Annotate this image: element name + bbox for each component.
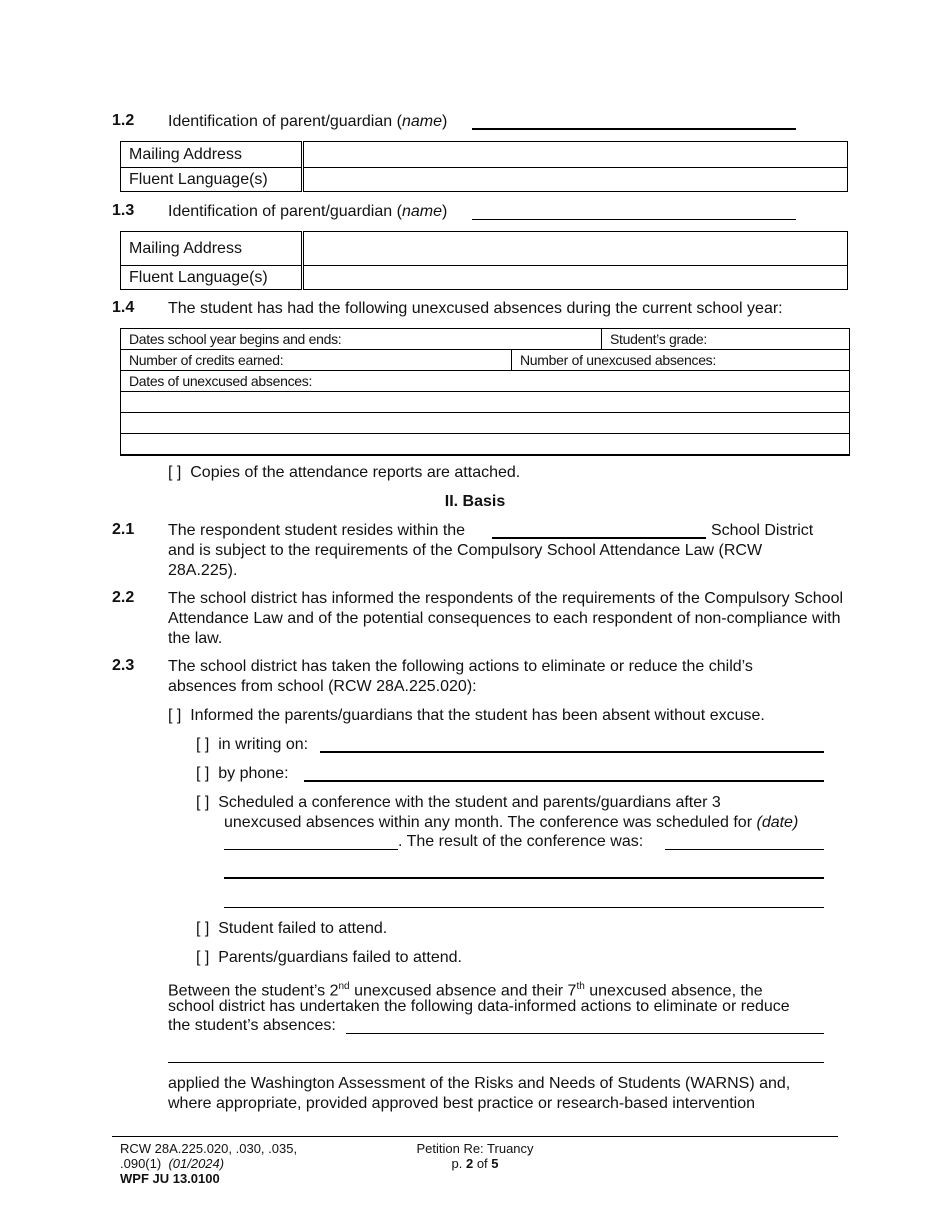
section-2-3-text: The school district has taken the following actions to eliminate or reduce the child’s absences from school (RCW 28A.225.020): [168, 658, 753, 695]
warns-line-2: where appropriate, provided approved best practice or research-based intervention [168, 1095, 756, 1112]
table-row-blank[interactable] [121, 434, 849, 454]
dates-unexcused-cell[interactable]: Dates of unexcused absences: [129, 373, 313, 389]
between-absences-line-2: school district has undertaken the following data-informed actions to eliminate or reduce [168, 998, 790, 1015]
table-row [121, 329, 849, 350]
conference-line: [ ] Scheduled a conference with the student and parents/guardians after 3 [196, 794, 721, 811]
parent-name-field-2[interactable] [472, 219, 796, 220]
mailing-address-label: Mailing Address [121, 232, 303, 266]
attendance-reports-checkbox[interactable]: [ ] [168, 464, 182, 481]
table-row-blank[interactable] [121, 413, 849, 434]
by-phone-field[interactable] [304, 780, 824, 782]
section-number: 1.4 [112, 299, 135, 316]
table-row-blank[interactable] [121, 392, 849, 413]
between-absences-line-3: the student’s absences: [168, 1017, 336, 1034]
actions-field-1[interactable] [346, 1033, 824, 1034]
parent-1-info-table [120, 141, 848, 192]
section-2-1-text-a: The respondent student resides within the [168, 522, 466, 539]
section-number: 2.3 [112, 657, 135, 674]
section-number: 1.2 [112, 112, 135, 129]
section-1-4-text: The student has had the following unexcused absences during the current school year: [168, 300, 783, 317]
unexcused-count-cell[interactable]: Number of unexcused absences: [520, 352, 716, 368]
section-2-2-text: The school district has informed the respondents of the requirements of the Compulsory School Attendance Law and of the potential consequences to each respondent of non-compliance with the law. [168, 590, 844, 647]
page-number: p. 2 of 5 [451, 1156, 499, 1171]
section-number: 1.3 [112, 202, 135, 219]
by-phone-line: [ ] by phone: [196, 765, 289, 782]
credits-earned-cell[interactable]: Number of credits earned: [121, 350, 512, 370]
mailing-address-field[interactable] [303, 142, 848, 168]
conference-result-field[interactable] [665, 849, 824, 850]
student-failed-line: [ ] Student failed to attend. [196, 920, 388, 937]
actions-field-2[interactable] [168, 1062, 824, 1063]
fluent-language-label: Fluent Language(s) [121, 168, 303, 192]
footer-divider [112, 1136, 838, 1137]
parents-failed-checkbox[interactable]: [ ] [196, 949, 210, 966]
section-number: 2.1 [112, 521, 135, 538]
by-phone-checkbox[interactable]: [ ] [196, 765, 210, 782]
form-id: WPF JU 13.0100 [120, 1171, 220, 1186]
section-2-1-text-c: and is subject to the requirements of the Compulsory School Attendance Law (RCW 28A.225). [168, 542, 763, 579]
school-district-field[interactable] [492, 537, 706, 539]
conference-date-field[interactable] [224, 849, 398, 850]
in-writing-checkbox[interactable]: [ ] [196, 736, 210, 753]
section-1-2-text: Identification of parent/guardian (name) [168, 113, 448, 130]
fluent-language-field[interactable] [303, 168, 848, 192]
parents-failed-line: [ ] Parents/guardians failed to attend. [196, 949, 462, 966]
basis-heading: II. Basis [444, 493, 506, 510]
footer-title: Petition Re: Truancy p. 2 of 5 [400, 1141, 550, 1171]
in-writing-line: [ ] in writing on: [196, 736, 309, 753]
informed-checkbox[interactable]: [ ] [168, 707, 182, 724]
conference-result-field-3[interactable] [224, 907, 824, 908]
student-grade-cell[interactable]: Student’s grade: [610, 331, 707, 347]
student-failed-checkbox[interactable]: [ ] [196, 920, 210, 937]
absences-table [120, 328, 850, 456]
section-number: 2.2 [112, 589, 135, 606]
fluent-language-label: Fluent Language(s) [121, 266, 303, 290]
table-row [121, 350, 849, 371]
conference-result-text: . The result of the conference was: [398, 833, 644, 850]
between-absences-line-1: Between the student’s 2nd unexcused absence and their 7th unexcused absence, the [168, 981, 763, 1000]
parent-2-info-table [120, 231, 848, 290]
conference-result-field-2[interactable] [224, 877, 824, 879]
section-1-3-text: Identification of parent/guardian (name) [168, 203, 448, 220]
parent-name-field-1[interactable] [472, 128, 796, 130]
informed-line: [ ] Informed the parents/guardians that the student has been absent without excuse. [168, 707, 765, 724]
attendance-reports-checkbox-line: [ ] Copies of the attendance reports are attached. [168, 464, 521, 481]
in-writing-field[interactable] [320, 751, 824, 753]
fluent-language-field[interactable] [303, 266, 848, 290]
mailing-address-field[interactable] [303, 232, 848, 266]
conference-line-2: unexcused absences within any month. The conference was scheduled for (date) [224, 814, 799, 831]
warns-line-1: applied the Washington Assessment of the Risks and Needs of Students (WARNS) and, [168, 1075, 791, 1092]
dates-school-year-cell[interactable]: Dates school year begins and ends: [121, 329, 602, 349]
conference-checkbox[interactable]: [ ] [196, 794, 210, 811]
mailing-address-label: Mailing Address [121, 142, 303, 168]
table-row [121, 371, 849, 392]
footer-rcw: RCW 28A.225.020, .030, .035, .090(1) (01/2024) WPF JU 13.0100 [120, 1141, 298, 1186]
section-2-1-text-b: School District [711, 522, 814, 539]
